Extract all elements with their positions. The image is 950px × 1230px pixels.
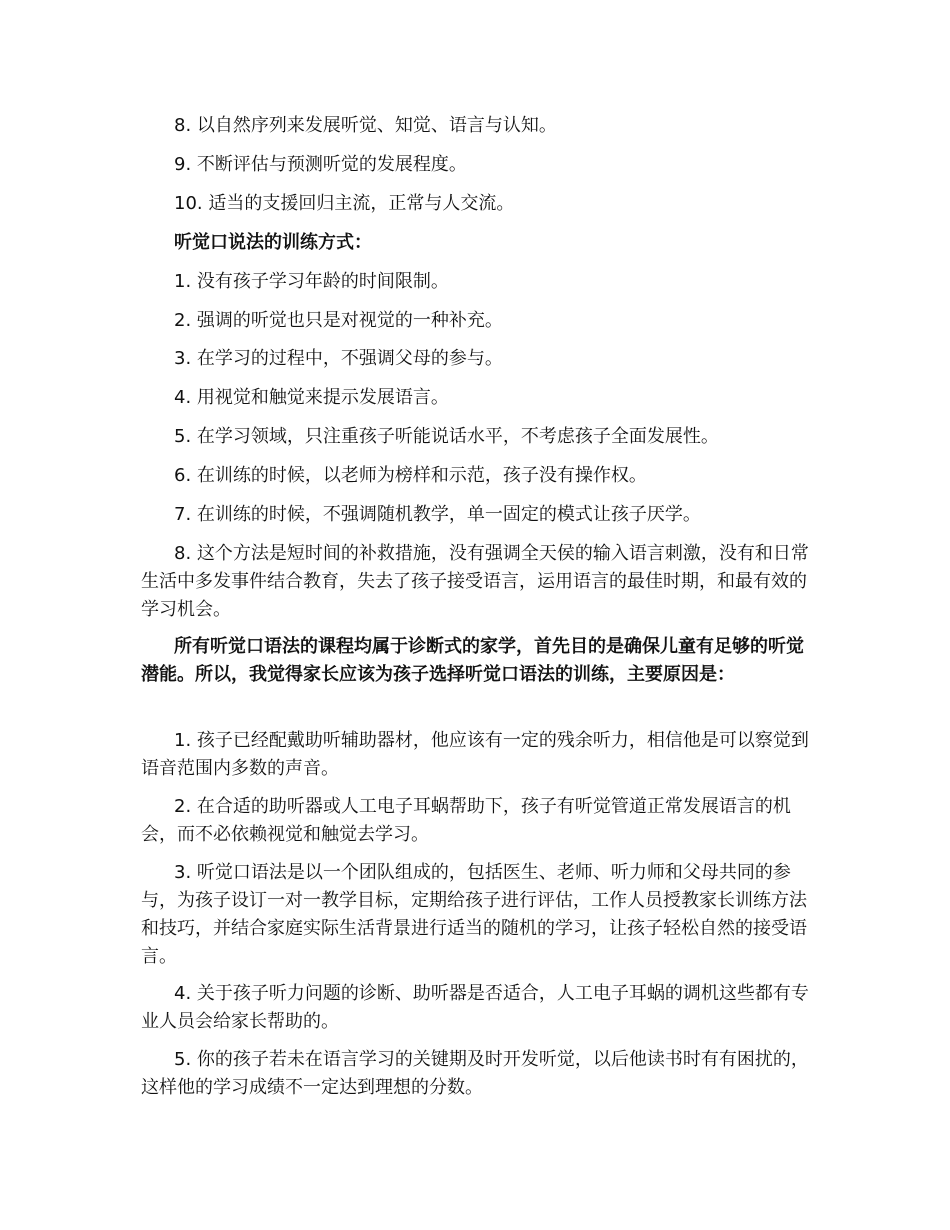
bold-paragraph: 所有听觉口语法的课程均属于诊断式的家学，首先目的是确保儿童有足够的听觉潜能。所以，我觉得家长应该为孩子选择听觉口语法的训练，主要原因是： (141, 636, 804, 685)
list-item: 8. 以自然序列来发展听觉、知觉、语言与认知。 (174, 115, 557, 136)
list-item: 5. 在学习领域，只注重孩子听能说话水平，不考虑孩子全面发展性。 (174, 426, 719, 447)
list-item: 9. 不断评估与预测听觉的发展程度。 (174, 154, 467, 175)
list-item: 4. 关于孩子听力问题的诊断、助听器是否适合，人工电子耳蜗的调机这些都有专业人员会给家长帮助的。 (141, 983, 809, 1032)
list-item: 1. 没有孩子学习年龄的时间限制。 (174, 271, 449, 292)
list-item: 4. 用视觉和触觉来提示发展语言。 (174, 387, 449, 408)
list-item: 3. 听觉口语法是以一个团队组成的，包括医生、老师、听力师和父母共同的参与，为孩子设订一对一教学目标，定期给孩子进行评估，工作人员授教家长训练方法和技巧，并结合家庭实际生活背景进行适当的随机的学习，让孩子轻松自然的接受语言。 (141, 862, 807, 967)
list-item: 2. 在合适的助听器或人工电子耳蜗帮助下，孩子有听觉管道正常发展语言的机会，而不必依赖视觉和触觉去学习。 (141, 796, 791, 845)
list-item: 10. 适当的支援回归主流，正常与人交流。 (174, 193, 515, 214)
list-item: 3. 在学习的过程中，不强调父母的参与。 (174, 348, 503, 369)
section-heading: 听觉口说法的训练方式： (174, 232, 372, 253)
list-item: 1. 孩子已经配戴助听辅助器材，他应该有一定的残余听力，相信他是可以察觉到语音范围内多数的声音。 (141, 730, 809, 779)
list-item: 5. 你的孩子若未在语言学习的关键期及时开发听觉，以后他读书时有有困扰的，这样他的学习成绩不一定达到理想的分数。 (141, 1049, 809, 1098)
list-item: 7. 在训练的时候，不强调随机教学，单一固定的模式让孩子厌学。 (174, 504, 701, 525)
list-item: 8. 这个方法是短时间的补救措施，没有强调全天侯的输入语言刺激，没有和日常生活中多发事件结合教育，失去了孩子接受语言，运用语言的最佳时期，和最有效的学习机会。 (141, 543, 809, 620)
list-item: 6. 在训练的时候，以老师为榜样和示范，孩子没有操作权。 (174, 465, 647, 486)
list-item: 2. 强调的听觉也只是对视觉的一种补充。 (174, 310, 503, 331)
